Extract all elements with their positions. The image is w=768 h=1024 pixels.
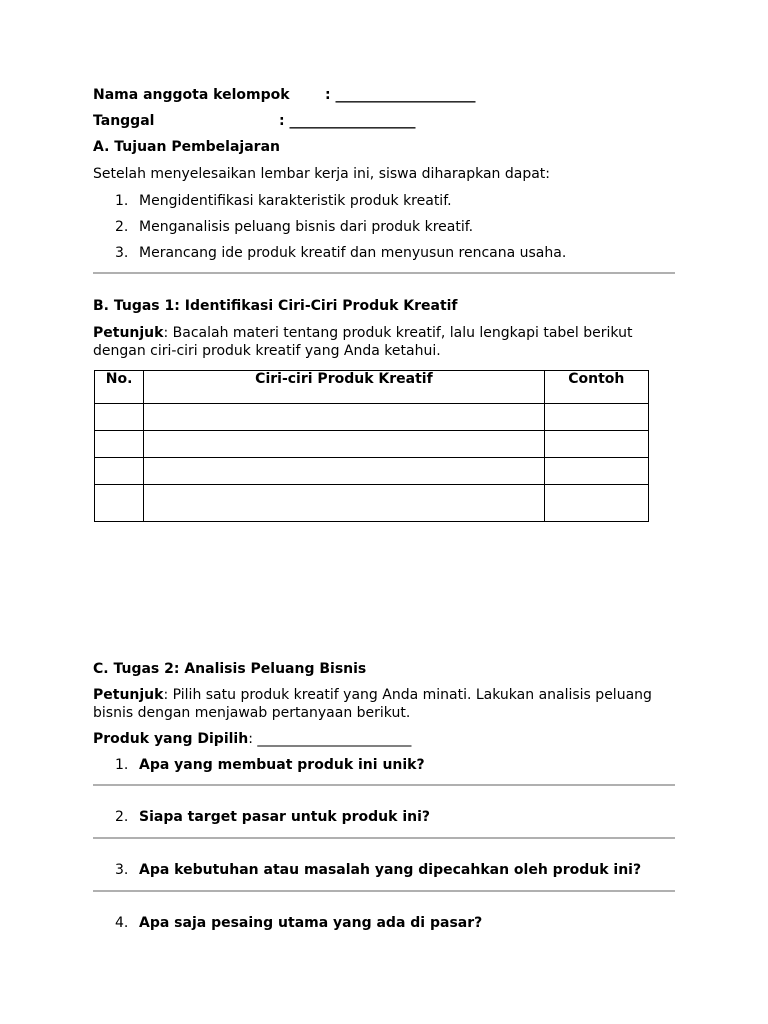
list-item — [115, 245, 566, 261]
header-contoh: Contoh — [544, 371, 648, 404]
question-item — [115, 862, 641, 878]
cell-contoh[interactable] — [544, 404, 648, 431]
question-number: 1. — [115, 757, 129, 773]
cell-ciri[interactable] — [144, 458, 544, 485]
list-number: 1. — [115, 193, 129, 209]
cell-ciri[interactable] — [144, 404, 544, 431]
ciri-produk-table — [94, 370, 649, 522]
tanggal-label: Tanggal — [93, 113, 155, 129]
petunjuk-label: Petunjuk — [93, 325, 164, 341]
table-header-row — [95, 371, 649, 404]
petunjuk-label: Petunjuk — [93, 687, 164, 703]
cell-contoh[interactable] — [544, 485, 648, 522]
cell-no[interactable] — [95, 458, 144, 485]
petunjuk-text: : Bacalah materi tentang produk kreatif, lalu lengkapi tabel berikut dengan ciri-ciri produk kreatif yang Anda ketahui. — [93, 325, 633, 359]
header-ciri: Ciri-ciri Produk Kreatif — [144, 371, 544, 404]
cell-contoh[interactable] — [544, 431, 648, 458]
cell-ciri[interactable] — [144, 485, 544, 522]
header-no: No. — [95, 371, 144, 404]
question-item — [115, 757, 425, 773]
cell-no[interactable] — [95, 485, 144, 522]
section-c-petunjuk — [93, 686, 673, 722]
produk-label: Produk yang Dipilih — [93, 731, 249, 747]
question-number: 2. — [115, 809, 129, 825]
list-text: Menganalisis peluang bisnis dari produk kreatif. — [139, 219, 474, 235]
section-b-title: B. Tugas 1: Identifikasi Ciri-Ciri Produk Kreatif — [93, 298, 458, 314]
tanggal-field[interactable]: : __________________ — [279, 113, 416, 129]
list-item — [115, 219, 473, 235]
section-a-intro: Setelah menyelesaikan lembar kerja ini, siswa diharapkan dapat: — [93, 166, 551, 182]
list-number: 3. — [115, 245, 129, 261]
question-text: Apa saja pesaing utama yang ada di pasar? — [139, 915, 483, 931]
list-text: Mengidentifikasi karakteristik produk kreatif. — [139, 193, 452, 209]
section-a-title: A. Tujuan Pembelajaran — [93, 139, 280, 155]
petunjuk-text: : Pilih satu produk kreatif yang Anda minati. Lakukan analisis peluang bisnis dengan menjawab pertanyaan berikut. — [93, 687, 652, 721]
cell-contoh[interactable] — [544, 458, 648, 485]
question-number: 3. — [115, 862, 129, 878]
question-text: Apa yang membuat produk ini unik? — [139, 757, 425, 773]
answer-line[interactable] — [93, 837, 675, 839]
nama-label: Nama anggota kelompok — [93, 87, 290, 103]
list-number: 2. — [115, 219, 129, 235]
nama-field[interactable]: : ____________________ — [325, 87, 476, 103]
section-c-title: C. Tugas 2: Analisis Peluang Bisnis — [93, 661, 367, 677]
question-text: Siapa target pasar untuk produk ini? — [139, 809, 431, 825]
produk-field[interactable]: : ______________________ — [248, 731, 412, 747]
table-row — [95, 431, 649, 458]
answer-line[interactable] — [93, 890, 675, 892]
cell-no[interactable] — [95, 404, 144, 431]
list-item — [115, 193, 452, 209]
question-text: Apa kebutuhan atau masalah yang dipecahkan oleh produk ini? — [139, 862, 642, 878]
cell-no[interactable] — [95, 431, 144, 458]
question-item — [115, 809, 430, 825]
produk-dipilih — [93, 731, 411, 747]
answer-line[interactable] — [93, 784, 675, 786]
table-row — [95, 458, 649, 485]
divider — [93, 272, 675, 274]
cell-ciri[interactable] — [144, 431, 544, 458]
question-number: 4. — [115, 915, 129, 931]
section-b-petunjuk — [93, 324, 673, 360]
table-row — [95, 404, 649, 431]
list-text: Merancang ide produk kreatif dan menyusun rencana usaha. — [139, 245, 567, 261]
table-row — [95, 485, 649, 522]
question-item — [115, 915, 482, 931]
